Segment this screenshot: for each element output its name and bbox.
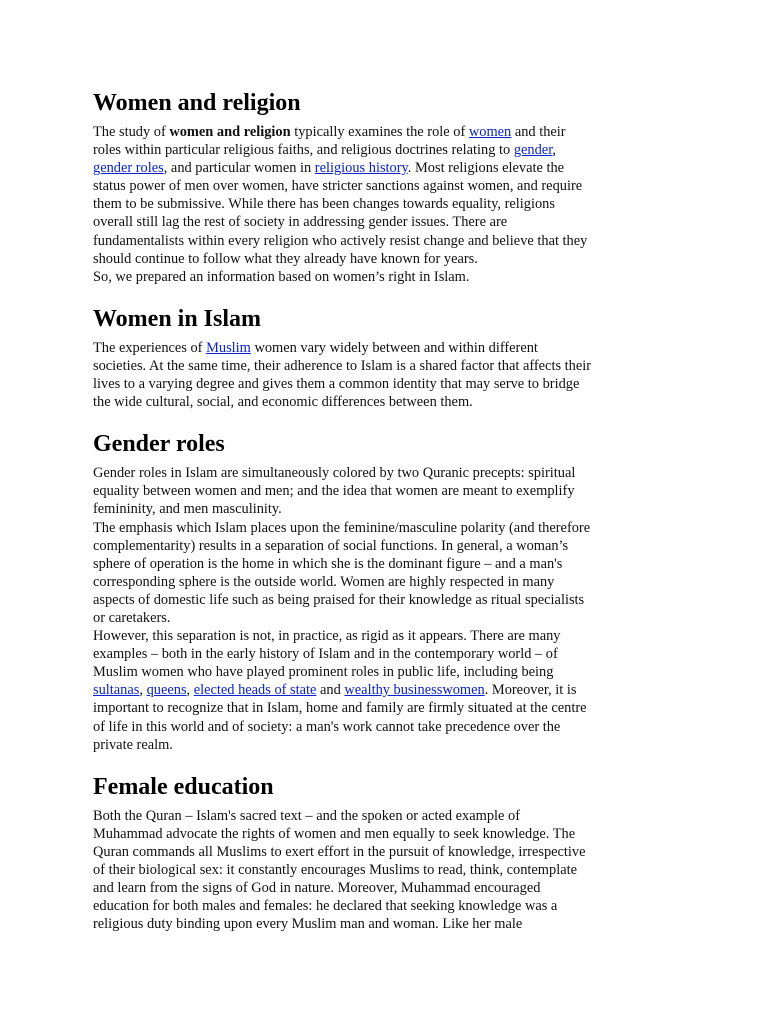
paragraph-gender-roles-2 [93, 519, 693, 628]
text-line: and learn from the signs of God in nature. Moreover, Muhammad encouraged [93, 880, 541, 897]
link-gender-roles[interactable]: gender roles [93, 160, 164, 177]
text-line: or caretakers. [93, 609, 171, 626]
text-line: So, we prepared an information based on women’s right in Islam. [93, 268, 470, 285]
document-page [93, 88, 693, 951]
text-line: them to be submissive. While there has been changes towards equality, religions [93, 196, 555, 213]
paragraph-gender-roles-1 [93, 464, 693, 518]
text-line: of their biological sex: it constantly encourages Muslims to read, think, contemplate [93, 862, 577, 878]
heading-gender-roles: Gender roles [93, 431, 225, 458]
link-sultanas[interactable]: sultanas [93, 682, 140, 699]
text-line: lives to a varying degree and gives them a common identity that may serve to bridge [93, 376, 580, 393]
text-line: important to recognize that in Islam, home and family are firmly situated at the centre [93, 700, 587, 717]
section-gender-roles [93, 429, 693, 754]
text-line: the wide cultural, social, and economic differences between them. [93, 394, 473, 411]
text-line: gender roles, and particular women in religious history. Most religions elevate the [93, 160, 565, 177]
text-line: However, this separation is not, in practice, as rigid as it appears. There are many [93, 628, 561, 645]
link-elected-heads-of-state[interactable]: elected heads of state [193, 682, 317, 699]
text-line: of life in this world and of society: a man's work cannot take precedence over the [93, 718, 561, 735]
text-line: Quran commands all Muslims to exert effort in the pursuit of knowledge, irrespective [93, 843, 586, 860]
text-line: sphere of operation is the home in which she is the dominant figure – and a man's [93, 555, 563, 572]
text-line: Both the Quran – Islam's sacred text – and the spoken or acted example of [93, 807, 520, 824]
text-line: private realm. [93, 736, 173, 753]
text-line: fundamentalists within every religion who actively resist change and believe that they [93, 232, 588, 249]
paragraph-women-in-islam [93, 339, 693, 411]
section-female-education [93, 772, 693, 934]
text-line: aspects of domestic life such as being praised for their knowledge as ritual specialists [93, 591, 585, 608]
text-line: should continue to follow what they already have known for years. [93, 250, 478, 267]
heading-women-and-religion: Women and religion [93, 90, 301, 116]
text-line: sultanas, queens, elected heads of state and wealthy businesswomen. Moreover, it is [93, 682, 577, 699]
text-line: roles within particular religious faiths, and religious doctrines relating to gender, [93, 142, 557, 159]
link-gender[interactable]: gender [513, 142, 553, 159]
link-religious-history[interactable]: religious history [314, 160, 408, 177]
text-line: corresponding sphere is the outside world. Women are highly respected in many [93, 573, 555, 590]
text-line: The experiences of Muslim women vary widely between and within different [93, 339, 538, 356]
text-line: status power of men over women, have stricter sanctions against women, and require [93, 178, 583, 195]
text-line: The study of women and religion typically examines the role of women and their [93, 124, 566, 140]
paragraph-gender-roles-3 [93, 627, 693, 754]
text-line: education for both males and females: he declared that seeking knowledge was a [93, 898, 558, 915]
section-women-in-islam [93, 304, 693, 411]
text-line: The emphasis which Islam places upon the feminine/masculine polarity (and therefore [93, 519, 591, 536]
heading-women-in-islam: Women in Islam [93, 305, 262, 332]
link-muslim[interactable]: Muslim [206, 339, 251, 356]
text-line: overall still lag the rest of society in addressing gender issues. There are [93, 214, 508, 231]
paragraph-female-education [93, 807, 693, 934]
text-line: Gender roles in Islam are simultaneously colored by two Quranic precepts: spiritual [93, 465, 576, 482]
section-women-and-religion [93, 88, 693, 286]
bold-term: women and religion [169, 124, 291, 140]
link-wealthy-businesswomen[interactable]: wealthy businesswomen [344, 682, 485, 699]
text-line: complementarity) results in a separation of social functions. In general, a woman’s [93, 537, 569, 554]
text-line: religious duty binding upon every Muslim man and woman. Like her male [93, 916, 523, 933]
paragraph-women-and-religion [93, 123, 693, 286]
text-line: Muslim women who have played prominent roles in public life, including being [93, 664, 554, 681]
text-line: equality between women and men; and the idea that women are meant to exemplify [93, 483, 575, 500]
heading-female-education: Female education [93, 773, 274, 800]
text-line: examples – both in the early history of Islam and in the contemporary world – of [93, 646, 558, 663]
link-women[interactable]: women [468, 124, 512, 140]
text-line: societies. At the same time, their adherence to Islam is a shared factor that affects their [93, 357, 592, 374]
link-queens[interactable]: queens [146, 682, 187, 699]
text-line: Muhammad advocate the rights of women and men equally to seek knowledge. The [93, 825, 576, 842]
text-line: femininity, and men masculinity. [93, 501, 282, 518]
